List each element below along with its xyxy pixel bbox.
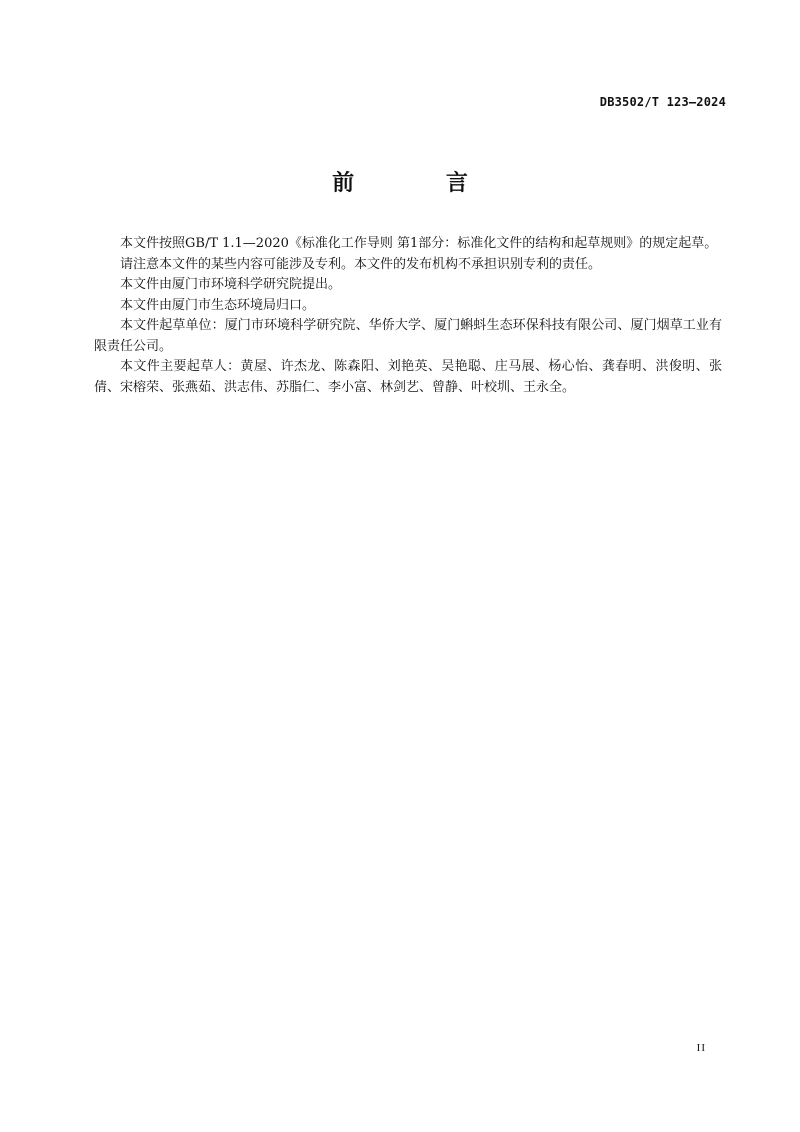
paragraph-responsible-unit: 本文件由厦门市生态环境局归口。 [120, 297, 316, 313]
paragraph-drafting-units: 本文件起草单位：厦门市环境科学研究院、华侨大学、厦门蝌蚪生态环保科技有限公司、厦门烟草工业有限责任公司。 [94, 318, 722, 354]
paragraph-patent-notice: 请注意本文件的某些内容可能涉及专利。本文件的发布机构不承担识别专利的责任。 [120, 256, 602, 272]
page-number: II [696, 1042, 706, 1054]
page-title: 前 言 [332, 171, 510, 196]
preface-body [94, 234, 722, 398]
document-code: DB3502/T 123—2024 [599, 95, 726, 109]
paragraph-drafting-basis: 本文件按照GB/T 1.1—2020《标准化工作导则 第1部分：标准化文件的结构和起草规则》的规定起草。 [120, 236, 718, 251]
paragraph-proposer: 本文件由厦门市环境科学研究院提出。 [120, 277, 342, 292]
paragraph-main-drafters: 本文件主要起草人：黄屋、许杰龙、陈森阳、刘艳英、吴艳聪、庄马展、杨心怡、龚春明、洪俊明、张倩、宋榕荣、张燕茹、洪志伟、苏脂仁、李小富、林剑艺、曾静、叶校圳、王永全。 [94, 359, 722, 395]
